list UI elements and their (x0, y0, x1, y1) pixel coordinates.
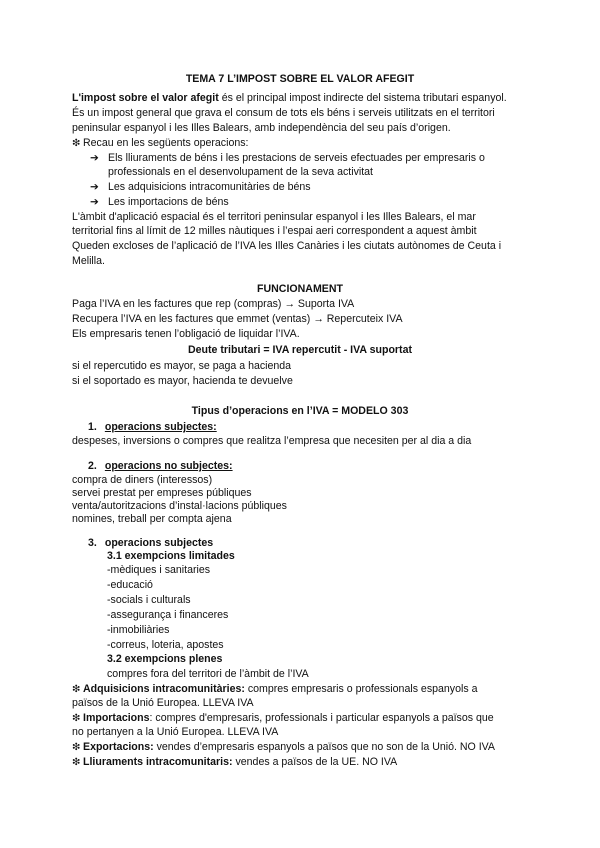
section-1-heading: 1. operacions subjectes: (88, 421, 217, 433)
list-item: servei prestat per empreses públiques (72, 487, 252, 499)
extra-item-adquisicions: ❇ Adquisicions intracomunitàries: compres empresaris o professionals espanyols a (72, 683, 478, 695)
list-item: -educació (107, 579, 153, 591)
bullet-icon: ❇ (72, 742, 81, 753)
funcionament-line-5: si el soportado es mayor, hacienda te devuelve (72, 375, 293, 387)
list-item: ➔ Els lliuraments de béns i les prestacions de serveis efectuades per empresaris o (90, 152, 485, 164)
list-item: compra de diners (interessos) (72, 474, 213, 486)
bullet-icon: ❇ (72, 713, 81, 724)
list-item: nomines, treball per compta ajena (72, 513, 232, 525)
bullet-icon: ❇ (72, 138, 81, 149)
bullet-icon: ❇ (72, 757, 81, 768)
ambit-line-1: L'àmbit d'aplicació espacial és el territori peninsular espanyol i les Illes Balears, el mar (72, 211, 476, 223)
recau-line: ❇ Recau en les següents operacions: (72, 137, 249, 149)
tipus-heading: Tipus d’operacions en l’IVA = MODELO 303 (191, 405, 409, 417)
section-3-heading: 3. operacions subjectes (88, 537, 214, 549)
document-title: TEMA 7 L’IMPOST SOBRE EL VALOR AFEGIT (185, 73, 415, 85)
list-item: -inmobiliàries (107, 624, 170, 636)
intro-rest: és el principal impost indirecte del sistema tributari espanyol. (218, 92, 507, 104)
list-item: -socials i culturals (107, 594, 191, 606)
bullet-icon: ❇ (72, 684, 81, 695)
funcionament-line-2: Recupera l’IVA en les factures que emmet (ventas) → Repercuteix IVA (72, 313, 403, 325)
formula: Deute tributari = IVA repercutit - IVA suportat (188, 344, 412, 356)
section-3-2-text: compres fora del territori de l’àmbit de l’IVA (107, 668, 309, 680)
list-item: -mèdiques i sanitaries (107, 564, 211, 576)
list-item: -assegurança i financeres (107, 609, 229, 621)
extra-item-exportacions: ❇ Exportacions: vendes d’empresaris espanyols a països que no son de la Unió. NO IVA (72, 741, 495, 753)
arrow-icon: ➔ (90, 152, 99, 164)
exclos-line-1: Queden excloses de l’aplicació de l’IVA les Illes Canàries i les ciutats autònomes de Ceuta i (72, 240, 502, 252)
section-3-2-heading: 3.2 exempcions plenes (107, 653, 223, 665)
arrow-icon: ➔ (90, 196, 99, 208)
extra-item-lliuraments: ❇ Lliuraments intracomunitaris: vendes a països de la UE. NO IVA (72, 756, 398, 768)
list-item: venta/autoritzacions d’instal·lacions públiques (72, 500, 287, 512)
ambit-line-2: territorial fins al límit de 12 milles nàutiques i l’espai aeri correspondent a aquest àmbit (72, 225, 477, 237)
funcionament-line-4: si el repercutido es mayor, se paga a hacienda (72, 360, 292, 372)
funcionament-line-3: Els empresaris tenen l’obligació de liquidar l’IVA. (72, 328, 300, 340)
intro-line-3: peninsular espanyol i les Illes Balears, amb independència del seu país d’origen. (72, 122, 451, 134)
intro-line-2: És un impost general que grava el consum de tots els béns i serveis utilitzats en el territori (72, 107, 495, 119)
intro-line-1 (72, 91, 507, 105)
section-3-1-heading: 3.1 exempcions limitades (107, 550, 235, 562)
exclos-line-2: Melilla. (72, 255, 105, 267)
funcionament-line-1: Paga l’IVA en les factures que rep (compras) → Suporta IVA (72, 298, 355, 310)
extra-item-importacions: ❇ Importacions: compres d'empresaris, professionals i particular espanyols a països que (72, 712, 494, 724)
extra-item-importacions-cont: no pertanyen a la Unió Europea. LLEVA IVA (72, 726, 279, 738)
list-item-cont: professionals en el desenvolupament de la seva activitat (108, 166, 374, 178)
arrow-icon: ➔ (90, 181, 99, 193)
list-item: -correus, loteria, apostes (107, 639, 224, 651)
list-item: ➔ Les adquisicions intracomunitàries de béns (90, 181, 311, 193)
extra-item-adquisicions-cont: països de la Unió Europea. LLEVA IVA (72, 697, 254, 709)
intro-term: L'impost sobre el valor afegit (72, 92, 219, 104)
list-item: ➔ Les importacions de béns (90, 196, 229, 208)
section-2-heading: 2. operacions no subjectes: (88, 460, 233, 472)
section-1-text: despeses, inversions o compres que realitza l’empresa que necesiten per al dia a dia (72, 435, 472, 447)
funcionament-heading: FUNCIONAMENT (257, 283, 343, 295)
